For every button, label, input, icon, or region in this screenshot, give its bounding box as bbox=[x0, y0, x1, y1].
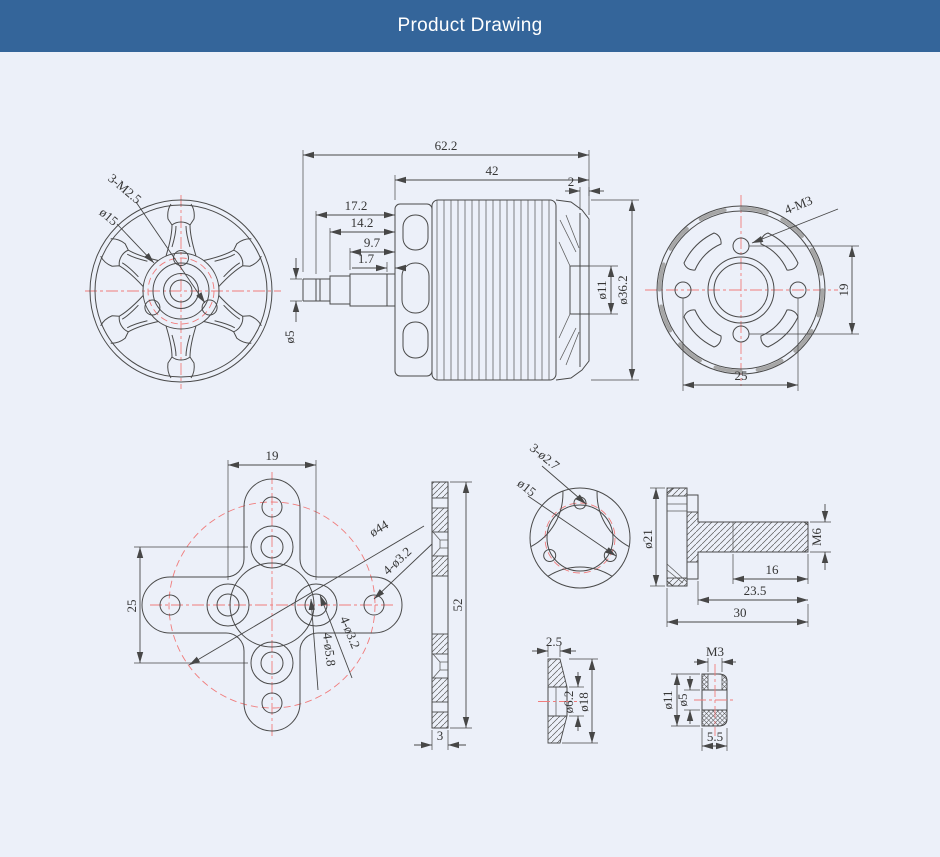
washer-section-view bbox=[532, 634, 598, 743]
dim-collet-length: 5.5 bbox=[706, 729, 724, 744]
dim-adapter-thread: M6 bbox=[809, 527, 824, 547]
motor-rear-view bbox=[85, 170, 281, 389]
cross-mount-view bbox=[124, 448, 432, 738]
dim-overall-length: 62.2 bbox=[434, 138, 458, 153]
adapter-plate-view bbox=[515, 440, 630, 588]
dim-collet-bore: ø5 bbox=[675, 693, 690, 707]
dim-lip: 2 bbox=[567, 174, 575, 189]
dim-washer-outer: ø18 bbox=[576, 692, 591, 712]
dim-mount-pitch-h: 19 bbox=[265, 448, 279, 463]
dim-boss-diameter: ø11 bbox=[594, 280, 609, 300]
mount-bolt-circle-label: ø44 bbox=[366, 516, 391, 540]
rear-screw-label: 3-M2.5 bbox=[105, 170, 145, 207]
plate-bolt-circle-label: ø15 bbox=[514, 475, 540, 500]
dim-shaft-diameter: ø5 bbox=[282, 330, 297, 344]
dim-adapter-thread-len: 16 bbox=[765, 562, 779, 577]
motor-front-view bbox=[645, 192, 859, 391]
dim-adapter-shank-len: 23.5 bbox=[743, 583, 767, 598]
cooling-fins bbox=[437, 200, 549, 380]
collet-section-view bbox=[660, 644, 736, 751]
dim-mount-pitch-v: 25 bbox=[124, 599, 139, 613]
dim-outer-diameter: ø36.2 bbox=[615, 275, 630, 305]
dim-washer-bore: ø6.2 bbox=[561, 690, 576, 714]
mount-holes-label-2: 4-ø3.2 bbox=[336, 613, 364, 651]
mount-cbore-label: 4-ø5.8 bbox=[319, 631, 339, 668]
rear-hub-dia-label: ø15 bbox=[96, 204, 122, 229]
dim-plate-thickness: 3 bbox=[436, 728, 444, 743]
page-header bbox=[0, 0, 940, 52]
drawing-area bbox=[0, 52, 940, 852]
dim-shaft-step4: 1.7 bbox=[357, 251, 375, 266]
page-title: Product Drawing bbox=[397, 15, 543, 36]
dim-adapter-overall-len: 30 bbox=[733, 605, 747, 620]
product-drawing-canvas bbox=[0, 52, 940, 852]
prop-adapter-view bbox=[640, 488, 831, 627]
dim-shaft-step1: 17.2 bbox=[344, 198, 368, 213]
dim-collet-outer: ø11 bbox=[660, 690, 675, 710]
mount-section-view bbox=[414, 482, 472, 750]
mount-holes-label: 4-ø3.2 bbox=[379, 543, 415, 578]
motor-side-view bbox=[282, 138, 639, 380]
front-screw-label: 4-M3 bbox=[782, 192, 815, 218]
plate-holes-label: 3-ø2.7 bbox=[527, 440, 563, 473]
dim-front-pitch-v: 19 bbox=[836, 283, 851, 297]
dim-shaft-step3: 9.7 bbox=[363, 235, 381, 250]
dim-collet-thread: M3 bbox=[705, 644, 725, 659]
dim-washer-thickness: 2.5 bbox=[545, 634, 563, 649]
dim-front-pitch-h: 25 bbox=[734, 368, 748, 383]
dim-shaft-step2: 14.2 bbox=[350, 215, 374, 230]
dim-adapter-head-dia: ø21 bbox=[640, 529, 655, 549]
dim-body-length: 42 bbox=[485, 163, 499, 178]
dim-plate-height: 52 bbox=[450, 598, 465, 612]
